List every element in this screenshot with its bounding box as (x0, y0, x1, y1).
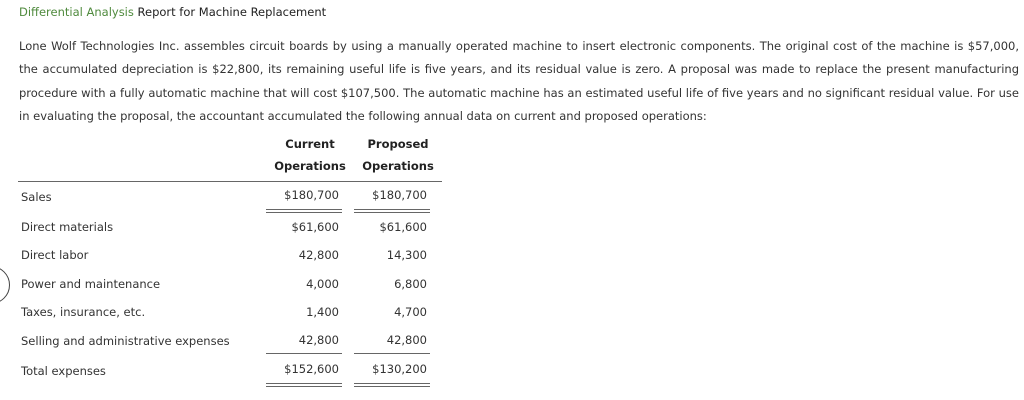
cell-direct-materials-current: $61,600 (291, 220, 339, 234)
cell-taxes-insurance-current: 1,400 (306, 305, 339, 319)
total-double-rule-current-bottom (266, 386, 342, 387)
row-label-taxes-insurance: Taxes, insurance, etc. (21, 305, 146, 319)
row-label-direct-materials: Direct materials (21, 220, 114, 234)
cell-power-maintenance-proposed: 6,800 (394, 277, 427, 291)
double-rule-proposed-top (354, 209, 430, 210)
cell-sales-proposed: $180,700 (372, 188, 427, 202)
side-circle-control[interactable] (0, 266, 10, 304)
header-proposed-line2: Operations (362, 159, 434, 173)
row-label-selling-admin: Selling and administrative expenses (21, 334, 230, 348)
total-double-rule-proposed-bottom (354, 386, 430, 387)
total-double-rule-proposed-top (354, 383, 430, 384)
header-proposed-line1: Proposed (367, 137, 429, 151)
header-current-line2: Operations (274, 159, 346, 173)
header-current-line1: Current (285, 137, 335, 151)
cell-sales-current: $180,700 (284, 188, 339, 202)
subtotal-rule-current (266, 353, 342, 354)
cell-direct-materials-proposed: $61,600 (379, 220, 427, 234)
subtotal-rule-proposed (354, 353, 430, 354)
cell-selling-admin-proposed: 42,800 (386, 333, 427, 347)
problem-paragraph: Lone Wolf Technologies Inc. assembles circuit boards by using a manually operated machine to insert electronic components. The original cost of the machine is $57,000, the accumulated depreciation is $22,800, its remaining useful life is five years, and its residual value is zero. A proposal was made to replace the present manufacturing procedure with a fully automatic machine that will cost $107,500. The automatic machine has an estimated useful life of five years and no significant residual value. For use in evaluating the proposal, the accountant accumulated the following annual data on current and proposed operations: (19, 39, 1019, 124)
cell-total-expenses-proposed: $130,200 (372, 362, 427, 376)
total-double-rule-current-top (266, 383, 342, 384)
double-rule-current-bottom (266, 212, 342, 213)
cell-power-maintenance-current: 4,000 (306, 277, 339, 291)
cell-total-expenses-current: $152,600 (284, 362, 339, 376)
row-label-power-maintenance: Power and maintenance (21, 277, 161, 291)
row-label-total-expenses: Total expenses (21, 364, 106, 378)
header-rule (18, 181, 442, 182)
title-link[interactable]: Differential Analysis (19, 5, 134, 19)
title-rest: Report for Machine Replacement (133, 5, 327, 19)
row-label-direct-labor: Direct labor (21, 248, 89, 262)
page-title (19, 5, 326, 19)
double-rule-proposed-bottom (354, 212, 430, 213)
cell-direct-labor-current: 42,800 (298, 248, 339, 262)
cell-taxes-insurance-proposed: 4,700 (394, 305, 427, 319)
cell-direct-labor-proposed: 14,300 (386, 248, 427, 262)
row-label-sales: Sales (21, 190, 52, 204)
cell-selling-admin-current: 42,800 (298, 333, 339, 347)
double-rule-current-top (266, 209, 342, 210)
